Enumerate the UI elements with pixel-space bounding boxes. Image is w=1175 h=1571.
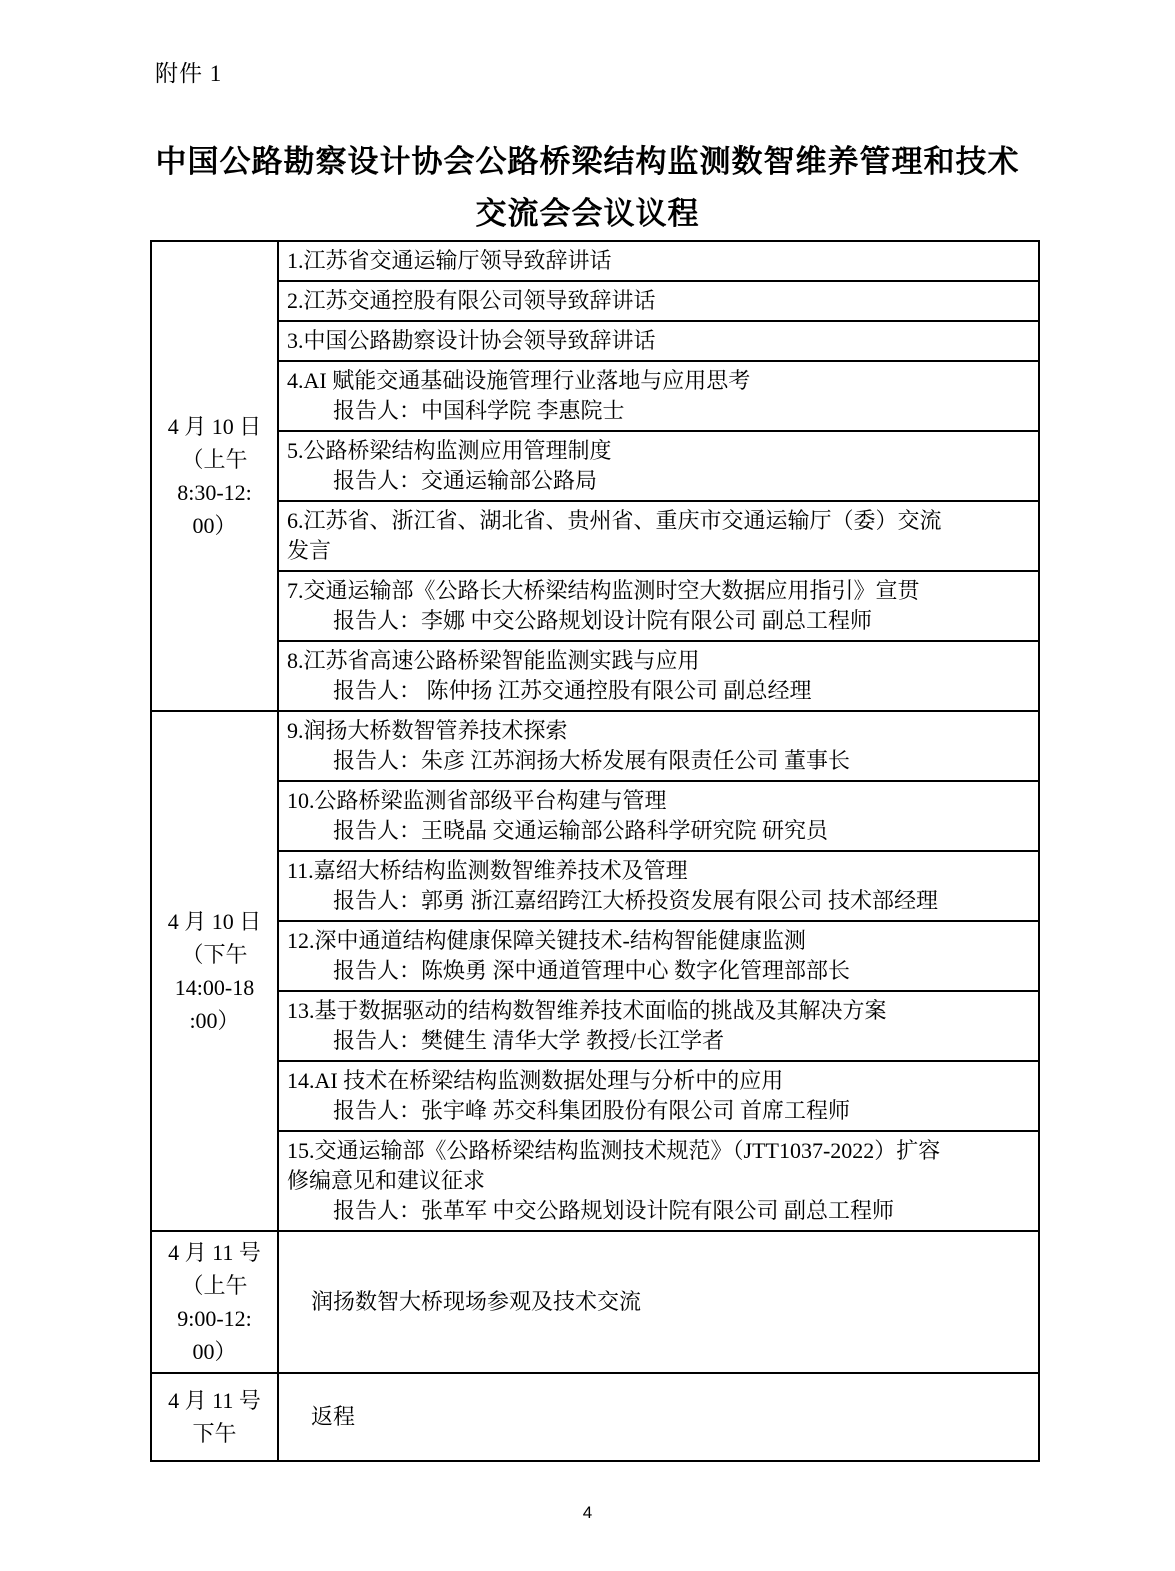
table-row <box>151 361 1039 431</box>
item-title: 9.润扬大桥数智管养技术探索 <box>287 718 568 743</box>
item-speaker: 报告人：交通运输部公路局 <box>333 468 598 493</box>
table-row <box>151 921 1039 991</box>
agenda-item-7 <box>278 571 1039 641</box>
item-title: 润扬数智大桥现场参观及技术交流 <box>311 1289 642 1314</box>
item-speaker: 报告人：李娜 中交公路规划设计院有限公司 副总工程师 <box>333 608 873 633</box>
document-title-line1: 中国公路勘察设计协会公路桥梁结构监测数智维养管理和技术 <box>155 144 1020 179</box>
item-speaker: 报告人：张宇峰 苏交科集团股份有限公司 首席工程师 <box>333 1098 851 1123</box>
table-row <box>151 641 1039 711</box>
item-title: 1.江苏省交通运输厅领导致辞讲话 <box>287 248 612 273</box>
item-title: 4.AI 赋能交通基础设施管理行业落地与应用思考 <box>287 368 751 393</box>
time-line: 4 月 10 日 <box>167 414 262 439</box>
time-line: （上午 <box>181 1273 248 1298</box>
time-line: :00） <box>189 1008 240 1033</box>
item-title: 13.基于数据驱动的结构数智维养技术面临的挑战及其解决方案 <box>287 998 887 1023</box>
table-row <box>151 571 1039 641</box>
agenda-item-1 <box>278 241 1039 281</box>
page-number: 4 <box>582 1503 593 1522</box>
agenda-item-3 <box>278 321 1039 361</box>
document-title <box>0 136 1175 240</box>
item-speaker: 报告人：陈焕勇 深中通道管理中心 数字化管理部部长 <box>333 958 851 983</box>
table-row <box>151 711 1039 781</box>
item-speaker: 报告人：郭勇 浙江嘉绍跨江大桥投资发展有限公司 技术部经理 <box>333 888 939 913</box>
item-speaker: 报告人： 陈仲扬 江苏交通控股有限公司 副总经理 <box>333 678 812 703</box>
time-slot-morning-apr11 <box>151 1231 278 1373</box>
table-row <box>151 781 1039 851</box>
agenda-item-14 <box>278 1061 1039 1131</box>
table-row <box>151 1131 1039 1231</box>
agenda-item-return <box>278 1373 1039 1461</box>
time-line: 4 月 11 号 <box>168 1240 261 1265</box>
item-title: 2.江苏交通控股有限公司领导致辞讲话 <box>287 288 656 313</box>
time-slot-afternoon-apr11 <box>151 1373 278 1461</box>
item-title: 11.嘉绍大桥结构监测数智维养技术及管理 <box>287 858 688 883</box>
agenda-item-9 <box>278 711 1039 781</box>
table-row <box>151 241 1039 281</box>
item-title-wrap: 修编意见和建议征求 <box>287 1168 486 1193</box>
attachment-label: 附件 1 <box>155 61 223 86</box>
table-row <box>151 1061 1039 1131</box>
item-title-wrap: 发言 <box>287 538 332 563</box>
agenda-item-8 <box>278 641 1039 711</box>
item-title: 返程 <box>311 1404 356 1429</box>
item-title: 6.江苏省、浙江省、湖北省、贵州省、重庆市交通运输厅（委）交流 <box>287 508 942 533</box>
item-speaker: 报告人：王晓晶 交通运输部公路科学研究院 研究员 <box>333 818 829 843</box>
item-speaker: 报告人：朱彦 江苏润扬大桥发展有限责任公司 董事长 <box>333 748 851 773</box>
time-line: 14:00-18 <box>174 975 255 1000</box>
agenda-item-2 <box>278 281 1039 321</box>
item-title: 8.江苏省高速公路桥梁智能监测实践与应用 <box>287 648 700 673</box>
item-speaker: 报告人：张革军 中交公路规划设计院有限公司 副总工程师 <box>333 1198 895 1223</box>
document-title-line2: 交流会会议议程 <box>475 196 700 231</box>
time-slot-morning-apr10 <box>151 241 278 711</box>
agenda-item-12 <box>278 921 1039 991</box>
agenda-item-4 <box>278 361 1039 431</box>
table-row <box>151 281 1039 321</box>
table-row <box>151 1231 1039 1373</box>
table-row <box>151 321 1039 361</box>
item-title: 14.AI 技术在桥梁结构监测数据处理与分析中的应用 <box>287 1068 784 1093</box>
time-line: 下午 <box>192 1421 237 1446</box>
item-speaker: 报告人：樊健生 清华大学 教授/长江学者 <box>333 1028 725 1053</box>
agenda-item-13 <box>278 991 1039 1061</box>
time-line: 8:30-12: <box>177 480 252 505</box>
agenda-item-5 <box>278 431 1039 501</box>
time-line: （上午 <box>181 447 248 472</box>
table-row <box>151 431 1039 501</box>
item-title: 7.交通运输部《公路长大桥梁结构监测时空大数据应用指引》宣贯 <box>287 578 920 603</box>
table-row <box>151 1373 1039 1461</box>
time-line: 9:00-12: <box>177 1306 252 1331</box>
agenda-item-15 <box>278 1131 1039 1231</box>
item-title: 12.深中通道结构健康保障关键技术-结构智能健康监测 <box>287 928 806 953</box>
item-title: 10.公路桥梁监测省部级平台构建与管理 <box>287 788 667 813</box>
time-slot-afternoon-apr10 <box>151 711 278 1231</box>
table-row <box>151 851 1039 921</box>
agenda-table <box>150 240 1040 1462</box>
item-title: 3.中国公路勘察设计协会领导致辞讲话 <box>287 328 656 353</box>
table-row <box>151 501 1039 571</box>
item-title: 5.公路桥梁结构监测应用管理制度 <box>287 438 612 463</box>
agenda-item-site-visit <box>278 1231 1039 1373</box>
table-row <box>151 991 1039 1061</box>
agenda-item-6 <box>278 501 1039 571</box>
item-title: 15.交通运输部《公路桥梁结构监测技术规范》（JTT1037-2022）扩容 <box>287 1138 941 1163</box>
agenda-item-11 <box>278 851 1039 921</box>
item-speaker: 报告人：中国科学院 李惠院士 <box>333 398 625 423</box>
time-line: 00） <box>192 513 237 538</box>
time-line: 4 月 10 日 <box>167 909 262 934</box>
time-line: 4 月 11 号 <box>168 1388 261 1413</box>
time-line: （下午 <box>181 942 248 967</box>
time-line: 00） <box>192 1339 237 1364</box>
agenda-item-10 <box>278 781 1039 851</box>
